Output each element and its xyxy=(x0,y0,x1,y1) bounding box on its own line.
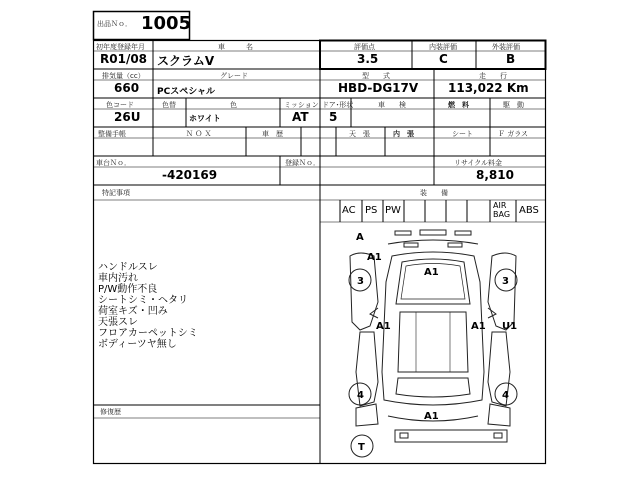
model-value: HBD-DG17V xyxy=(338,81,419,95)
registration-label: 登録Ｎｏ． xyxy=(285,159,320,167)
mark-tire-fl: 3 xyxy=(357,276,364,287)
color-change-label: 色替 xyxy=(162,101,176,109)
color-label: 色 xyxy=(230,101,237,109)
color-code-value: 26U xyxy=(114,110,141,124)
mission-label: ミッション xyxy=(284,101,319,109)
mark-top-a: A xyxy=(356,232,364,243)
notes-section-label: 特記事項 xyxy=(102,189,130,197)
drive-label: 駆 動 xyxy=(503,101,524,109)
equip-pw: PW xyxy=(385,205,401,216)
repair-history-label: 修復歴 xyxy=(100,408,121,416)
mission-value: AT xyxy=(292,110,309,124)
chassis-value: -420169 xyxy=(162,168,218,182)
windshield-label: Ｆ ガラス xyxy=(498,130,529,138)
car-name-value: スクラムV xyxy=(157,54,215,68)
maintenance-book-label: 整備手帳 xyxy=(98,130,126,138)
equip-ac: AC xyxy=(342,205,356,216)
interior-trim-label: 内 張 xyxy=(393,130,414,138)
model-label: 型 式 xyxy=(362,72,390,80)
lot-label: 出品Ｎｏ． xyxy=(97,20,132,28)
list-item: 車内汚れ xyxy=(98,273,138,284)
equip-abs: ABS xyxy=(519,205,539,216)
car-history-label: 車 歴 xyxy=(262,130,283,138)
mileage-value: 113,022 Km xyxy=(448,81,529,95)
mark-front-a1: A1 xyxy=(367,252,382,263)
year-label: 初年度登録年月 xyxy=(96,43,145,51)
grade-label: グレード xyxy=(220,72,248,80)
list-item: フロアカーペットシミ xyxy=(98,328,198,339)
car-damage-diagram xyxy=(320,222,546,464)
recycle-label: リサイクル料金 xyxy=(454,159,503,167)
lot-number: 1005 xyxy=(141,13,192,34)
displacement-label: 排気量（cc） xyxy=(102,72,145,80)
headliner-label: 天 張 xyxy=(349,130,370,138)
equip-airbag: AIR BAG xyxy=(493,201,511,219)
mark-hood-a1: A1 xyxy=(424,267,439,278)
chassis-label: 車台Ｎｏ． xyxy=(96,159,131,167)
mark-right-u1: U1 xyxy=(502,321,518,332)
mark-right-a1: A1 xyxy=(471,321,486,332)
mileage-label: 走 行 xyxy=(479,72,507,80)
color-value: ホワイト xyxy=(189,114,221,123)
mark-left-a1: A1 xyxy=(376,321,391,332)
doors-value: 5 xyxy=(329,110,338,124)
displacement-value: 660 xyxy=(114,81,140,95)
fuel-label: 燃 料 xyxy=(448,101,469,109)
mark-spare: T xyxy=(358,442,365,453)
mark-tire-rr: 4 xyxy=(502,390,509,401)
equip-ps: PS xyxy=(365,205,378,216)
exterior-value: B xyxy=(506,52,516,66)
interior-value: C xyxy=(439,52,448,66)
list-item: 荷室キズ・凹み xyxy=(98,306,168,317)
list-item: P/W動作不良 xyxy=(98,284,158,295)
score-value: 3.5 xyxy=(357,52,379,66)
doors-label: ドア･形状 xyxy=(322,101,354,109)
grade-value: PCスペシャル xyxy=(157,87,216,97)
nox-label: Ｎ Ｏ Ｘ xyxy=(186,130,212,138)
list-item: ハンドルスレ xyxy=(98,262,158,273)
list-item: シートシミ・ヘタリ xyxy=(98,295,188,306)
mark-tire-fr: 3 xyxy=(502,276,509,287)
seat-label: シート xyxy=(452,130,473,138)
exterior-label: 外装評価 xyxy=(492,43,520,51)
car-name-label: 車 名 xyxy=(218,43,253,51)
recycle-value: 8,810 xyxy=(476,168,514,182)
equipment-section-label: 装 備 xyxy=(420,189,448,197)
list-item: 天張スレ xyxy=(98,317,138,328)
score-label: 評価点 xyxy=(354,43,375,51)
list-item: ボディーツヤ無し xyxy=(98,339,177,350)
mark-tire-rl: 4 xyxy=(357,390,364,401)
year-value: R01/08 xyxy=(100,52,148,66)
mark-rear-a1: A1 xyxy=(424,411,439,422)
interior-label: 内装評価 xyxy=(429,43,457,51)
color-code-label: 色コード xyxy=(106,101,134,109)
inspection-label: 車 検 xyxy=(378,101,406,109)
